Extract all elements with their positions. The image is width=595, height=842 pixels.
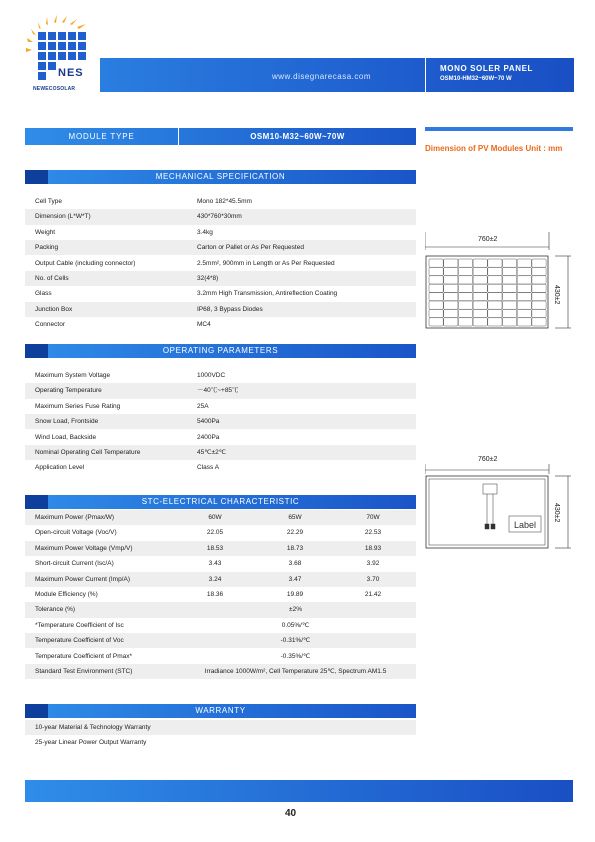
- row-value: 3.47: [288, 575, 302, 583]
- row-label: Temperature Coefficient of Pmax*: [35, 652, 133, 660]
- solar-cell: [473, 309, 487, 317]
- row-label: Maximum Series Fuse Rating: [35, 402, 121, 410]
- solar-cell: [488, 259, 502, 267]
- solar-cell: [517, 284, 531, 292]
- table-row: [25, 664, 416, 679]
- row-label: Open-circuit Voltage (Voc/V): [35, 529, 117, 537]
- row-label: Maximum Power Current (Imp/A): [35, 575, 130, 583]
- table-row: [25, 430, 416, 445]
- row-value: 3.70: [366, 575, 380, 583]
- row-value: 22.05: [206, 529, 224, 537]
- table-row: [25, 602, 416, 617]
- row-label: Temperature Coefficient of Voc: [35, 637, 124, 645]
- solar-cell: [517, 309, 531, 317]
- solar-cell: [517, 293, 531, 301]
- solar-cell: [532, 318, 546, 326]
- row-value: 19.89: [286, 591, 304, 598]
- table-row: [25, 618, 416, 633]
- row-value: 18.73: [286, 544, 304, 552]
- row-value: 22.29: [286, 529, 304, 537]
- row-value: 430*760*30mm: [197, 213, 242, 221]
- warranty-header: [25, 704, 416, 718]
- row-value: ±2%: [289, 606, 302, 614]
- row-value: Irradiance 1000W/m², Cell Temperature 25℃, Spectrum AM1.5: [204, 668, 387, 675]
- solar-cell: [429, 293, 443, 301]
- row-label: Application Level: [35, 464, 85, 472]
- header-title: MONO SOLER PANEL: [440, 64, 534, 73]
- row-value: 3.2mm High Transmission, Antireflection Coating: [197, 290, 338, 298]
- solar-cell: [473, 276, 487, 284]
- table-row: [25, 720, 416, 735]
- solar-cell: [532, 267, 546, 275]
- row-value: 60W: [208, 514, 222, 521]
- solar-cell: [429, 267, 443, 275]
- row-value: 1000VDC: [197, 372, 226, 379]
- dimension-title: Dimension of PV Modules Unit : mm: [425, 144, 563, 153]
- solar-cell: [517, 318, 531, 326]
- solar-cell: [532, 259, 546, 267]
- solar-cell: [458, 301, 472, 309]
- row-label: 25-year Linear Power Output Warranty: [35, 739, 147, 747]
- table-row: [25, 286, 416, 301]
- brand-initials: NES: [58, 67, 84, 79]
- solar-cell: [488, 293, 502, 301]
- solar-cell: [444, 276, 458, 284]
- solar-cell: [444, 309, 458, 317]
- table-row: [25, 271, 416, 286]
- solar-cell: [444, 267, 458, 275]
- row-label: Short-circuit Current (Isc/A): [35, 560, 114, 568]
- row-label: Wind Load, Backside: [35, 433, 97, 441]
- row-label: Tolerance (%): [35, 606, 76, 614]
- solar-cell: [429, 309, 443, 317]
- solar-cell: [458, 293, 472, 301]
- row-value: MC4: [197, 321, 211, 329]
- table-row: [25, 368, 416, 383]
- row-value: 22.53: [364, 529, 382, 537]
- table-row: [25, 460, 416, 475]
- company-logo: [26, 14, 98, 96]
- table-row: [25, 194, 416, 209]
- solar-cell: [429, 318, 443, 326]
- solar-cell: [429, 284, 443, 292]
- table-row: [25, 572, 416, 587]
- row-value: 3.68: [288, 560, 302, 568]
- solar-cell: [517, 267, 531, 275]
- row-value: -0.31%/℃: [280, 637, 311, 645]
- table-row: [25, 735, 416, 750]
- table-row: [25, 399, 416, 414]
- row-label: Junction Box: [35, 305, 73, 313]
- row-value: 18.93: [364, 544, 382, 552]
- solar-cell: [473, 318, 487, 326]
- row-value: 3.92: [366, 560, 380, 568]
- solar-cell: [458, 267, 472, 275]
- solar-cell: [532, 301, 546, 309]
- warranty-title: WARRANTY: [195, 706, 246, 715]
- row-value: 45℃±2℃: [197, 449, 227, 456]
- solar-cell: [444, 301, 458, 309]
- drawing1-height-label: 430±2: [553, 285, 560, 305]
- solar-cell: [444, 259, 458, 267]
- mechanical-title: MECHANICAL SPECIFICATION: [155, 172, 286, 181]
- row-value: 0.05%/℃: [281, 621, 310, 629]
- row-label: Maximum System Voltage: [35, 372, 111, 379]
- module-type-value: OSM10-M32~60W~70W: [250, 132, 345, 141]
- module-front-drawing: [425, 232, 585, 342]
- solar-cell: [488, 276, 502, 284]
- row-label: Snow Load, Frontside: [35, 418, 99, 426]
- mechanical-header: [25, 170, 416, 184]
- solar-cell: [473, 284, 487, 292]
- solar-cell: [458, 318, 472, 326]
- solar-cell: [503, 293, 517, 301]
- row-value: 21.42: [364, 591, 382, 598]
- solar-cell: [429, 276, 443, 284]
- solar-cell: [517, 301, 531, 309]
- table-row: [25, 510, 416, 525]
- row-label: Glass: [35, 290, 52, 298]
- table-row: [25, 256, 416, 271]
- solar-cell: [488, 267, 502, 275]
- solar-cell: [503, 284, 517, 292]
- table-row: [25, 317, 416, 332]
- table-row: [25, 445, 416, 460]
- solar-cell: [458, 276, 472, 284]
- table-row: [25, 225, 416, 240]
- row-value: 70W: [366, 514, 380, 521]
- row-label: Standard Test Environment (STC): [35, 668, 133, 675]
- row-label: Connector: [35, 321, 65, 329]
- brand-name: NEWECOSOLAR: [33, 86, 76, 92]
- drawing2-width-label: 760±2: [478, 456, 498, 463]
- operating-header: [25, 344, 416, 358]
- row-label: Output Cable (including connector): [35, 259, 136, 267]
- solar-cell: [458, 259, 472, 267]
- header-url[interactable]: www.disegnarecasa.com: [272, 72, 371, 81]
- row-label: Packing: [35, 244, 59, 252]
- header-subtitle: OSM10-HM32~60W~70 W: [440, 76, 512, 82]
- row-value: 65W: [288, 514, 302, 521]
- table-row: [25, 302, 416, 317]
- row-label: Weight: [35, 228, 56, 236]
- row-value: 3.43: [208, 560, 222, 568]
- row-value: 2.5mm², 900mm in Length or As Per Requested: [197, 259, 335, 267]
- solar-cell: [458, 309, 472, 317]
- solar-cell: [488, 284, 502, 292]
- table-row: [25, 525, 416, 540]
- solar-cell: [503, 267, 517, 275]
- row-value: 18.36: [206, 591, 224, 598]
- solar-cell: [473, 293, 487, 301]
- row-label: Module Efficiency (%): [35, 591, 98, 598]
- row-value: 3.4kg: [197, 228, 213, 236]
- table-row: [25, 383, 416, 398]
- drawing2-height-label: 430±2: [553, 503, 560, 523]
- stc-header: [25, 495, 416, 509]
- row-value: -0.35%/℃: [280, 652, 311, 660]
- row-label: Operating Temperature: [35, 387, 102, 395]
- footer-band: [25, 780, 573, 802]
- operating-title: OPERATING PARAMETERS: [162, 346, 279, 355]
- solar-cell: [444, 318, 458, 326]
- row-value: 25A: [197, 402, 209, 410]
- table-row: [25, 649, 416, 664]
- row-label: Dimension (L*W*T): [35, 213, 91, 221]
- drawing1-width-label: 760±2: [478, 236, 498, 243]
- solar-cell: [532, 309, 546, 317]
- solar-cell: [473, 259, 487, 267]
- solar-cell: [444, 284, 458, 292]
- row-label: Cell Type: [35, 198, 62, 205]
- page-number: 40: [285, 808, 297, 819]
- solar-cell: [517, 259, 531, 267]
- table-row: [25, 587, 416, 602]
- drawing2-label-text: Label: [514, 520, 537, 530]
- solar-cell: [503, 301, 517, 309]
- row-value: Class A: [197, 464, 220, 472]
- row-value: 5400Pa: [197, 418, 220, 426]
- solar-cell: [488, 309, 502, 317]
- dimension-accent-bar: [425, 127, 573, 131]
- solar-cell: [429, 301, 443, 309]
- row-label: No. of Cells: [35, 275, 69, 282]
- solar-cell: [517, 276, 531, 284]
- row-label: Nominal Operating Cell Temperature: [35, 449, 141, 456]
- table-row: [25, 556, 416, 571]
- row-value: 32(4*8): [197, 275, 219, 282]
- table-row: [25, 240, 416, 255]
- solar-cell: [429, 259, 443, 267]
- row-label: Maximum Power Voltage (Vmp/V): [35, 544, 133, 552]
- table-row: [25, 541, 416, 556]
- solar-cell: [503, 309, 517, 317]
- table-row: [25, 414, 416, 429]
- solar-cell: [444, 293, 458, 301]
- solar-cell: [532, 276, 546, 284]
- module-type-label: MODULE TYPE: [68, 132, 135, 141]
- row-value: －40℃~+85℃: [197, 387, 239, 395]
- table-row: [25, 633, 416, 648]
- row-value: 3.24: [208, 575, 222, 583]
- solar-cell: [532, 293, 546, 301]
- table-row: [25, 209, 416, 224]
- header-separator: [425, 58, 426, 92]
- module-back-drawing: [425, 464, 585, 554]
- solar-cell: [503, 259, 517, 267]
- row-value: Mono 182*45.5mm: [197, 198, 252, 205]
- solar-cell: [488, 301, 502, 309]
- row-label: *Temperature Coefficient of Isc: [35, 621, 124, 629]
- solar-cell: [488, 318, 502, 326]
- row-label: 10-year Material & Technology Warranty: [35, 724, 151, 731]
- solar-cell: [503, 318, 517, 326]
- solar-cell: [473, 301, 487, 309]
- row-label: Maximum Power (Pmax/W): [35, 514, 115, 521]
- row-value: 2400Pa: [197, 433, 220, 441]
- solar-cell: [532, 284, 546, 292]
- solar-cell: [473, 267, 487, 275]
- stc-title: STC-ELECTRICAL CHARACTERISTIC: [141, 497, 300, 506]
- row-value: Carton or Pallet or As Per Requested: [197, 244, 304, 252]
- row-value: IP68, 3 Bypass Diodes: [197, 305, 263, 313]
- solar-cell: [503, 276, 517, 284]
- row-value: 18.53: [206, 544, 224, 552]
- solar-cell: [458, 284, 472, 292]
